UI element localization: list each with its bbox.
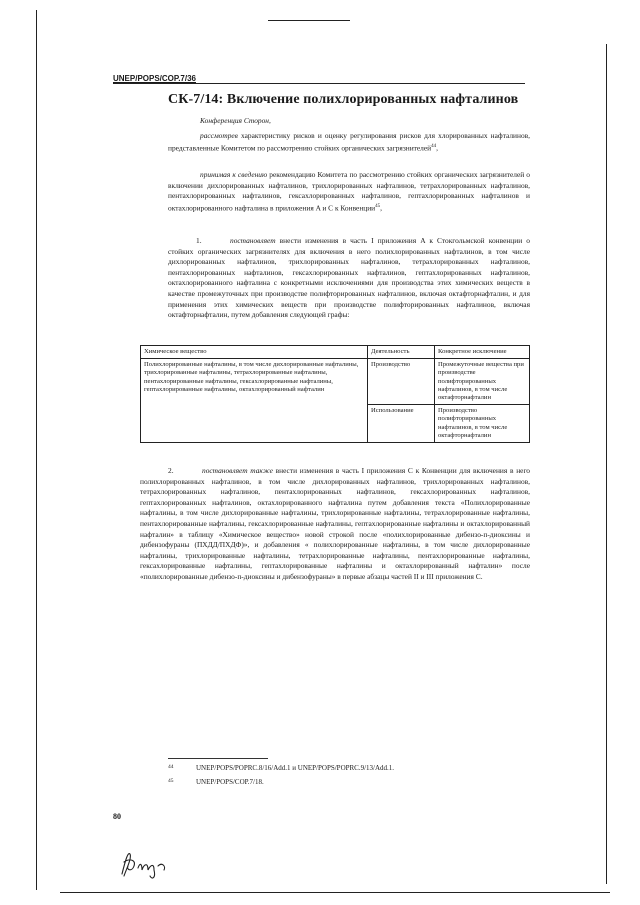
table-cell-chemical: Полихлорированные нафталины, в том числе дихлорированные нафталины, трихлорированные нафталины, тетрахлорированные нафталины, пентахлорированные нафталины, гексахлорированные нафталины, гептахлорированные нафталины, октахлорированный нафталин <box>141 359 368 443</box>
footnote-number: 45 <box>168 778 174 784</box>
p4-text: внести изменения в часть I приложения C к Конвенции для включения в него полихлорированных нафталинов, в том числе дихлорированных нафталинов, трихлорированных нафталинов, тетрахлорированных нафталинов, пентахлорированных нафталинов, гексахлорированных нафталинов, гептахлорированных нафталинов, октахлорированного нафталина путем добавления текста «Полихлорированные нафталины, в том числе дихлорированные нафталины, трихлорированные нафталины, тетрахлорированные нафталины, пентахлорированные нафталины, гексахлорированные нафталины, гептахлорированные нафталины и октахлорированный нафталин» в таблицу «Химическое вещество» новой строкой после «полихлорированные дибензо-п-диоксины и дибензофураны (ПХДД/ПХДФ)», и добавления « полихлорированные нафталины, в том числе дихлорированные нафталины, трихлорированные нафталины, тетрахлорированные нафталины, пентахлорированные нафталины, гексахлорированные нафталины, гептахлорированные нафталины и октахлорированный нафталин» после «полихлорированные дибензо-п-диоксины и дибензофураны» в первые абзацы частей II и III приложения C. <box>140 466 531 581</box>
operative-paragraph-2 <box>140 466 530 583</box>
conference-label: Конференция Сторон, <box>200 116 271 125</box>
p1-text: характеристику рисков и оценку регулирования рисков для хлорированных нафталинов, представленные Комитетом по рассмотрению стойких органических загрязнителей <box>168 131 530 153</box>
document-header-id: UNEP/POPS/COP.7/36 <box>113 74 196 83</box>
table-header-row <box>141 346 530 359</box>
page-number: 80 <box>113 812 121 821</box>
table-header-activity: Деятельность <box>368 346 435 359</box>
scan-edge-right <box>606 44 607 884</box>
footnote-text: UNEP/POPS/COP.7/18. <box>196 778 264 786</box>
preamble-paragraph-1: рассмотрев характеристику рисков и оценку регулирования рисков для хлорированных нафталинов, представленные Комитетом по рассмотрению стойких органических загрязнителей$^{44}$, <box>168 131 530 153</box>
scan-edge-top <box>268 20 350 21</box>
footnote-44 <box>168 764 394 772</box>
p4-lead: постановляет также <box>202 466 273 475</box>
preamble-conference <box>168 116 530 127</box>
handwritten-initials <box>118 848 178 880</box>
table-cell-activity: Производство <box>368 359 435 405</box>
scan-edge-left <box>36 10 37 890</box>
operative-paragraph-1 <box>168 236 530 321</box>
footnote-ref-45[interactable]: 45 <box>375 203 381 209</box>
table-cell-exemption: Промежуточные вещества при производстве полифторированных нафталинов, в том числе октафторнафталин <box>435 359 530 405</box>
header-rule <box>113 83 525 84</box>
p4-number: 2. <box>168 466 174 475</box>
p2-text: рекомендацию Комитета по рассмотрению стойких органических загрязнителей о включении дихлорированных нафталинов, трихлорированных нафталинов, тетрахлорированных нафталинов, пентахлорированных нафталинов, гексахлорированных нафталинов, гептахлорированных нафталинов и октахлорированного нафталина в приложения A и C к Конвенции <box>168 170 530 213</box>
p1-lead: рассмотрев <box>200 131 238 140</box>
p3-number: 1. <box>196 236 202 245</box>
footnote-45 <box>168 778 264 786</box>
preamble-paragraph-2: принимая к сведению рекомендацию Комитета по рассмотрению стойких органических загрязнителей о включении дихлорированных нафталинов, трихлорированных нафталинов, тетрахлорированных нафталинов, пентахлорированных нафталинов, гексахлорированных нафталинов, гептахлорированных нафталинов и октахлорированного нафталина в приложения A и C к Конвенции$^{45}$, <box>168 170 530 213</box>
table-row <box>141 359 530 405</box>
p3-text: внести изменения в часть I приложения A к Стокгольмской конвенции о стойких органических загрязнителях для включения в него полихлорированных нафталинов, в том числе дихлорированных нафталинов, трихлорированных нафталинов, тетрахлорированных нафталинов, пентахлорированных нафталинов, гексахлорированных нафталинов, гептахлорированных нафталинов, октахлорированного нафталина с конкретными исключениями для производства этих химических веществ в качестве промежуточных при производстве полифторированных нафталинов, включая октафторнафталин, и для применения этих химических веществ при производстве полифторированных нафталинов, включая октафторнафталин, путем добавления следующей графы: <box>168 236 530 320</box>
p3-lead: постановляет <box>230 236 276 245</box>
table-cell-exemption: Производство полифторированных нафталинов, в том числе октафторнафталин <box>435 405 530 443</box>
footnote-rule <box>168 758 268 759</box>
table-cell-activity: Использование <box>368 405 435 443</box>
scan-edge-bottom <box>60 892 610 893</box>
footnote-number: 44 <box>168 764 174 770</box>
footnote-text: UNEP/POPS/POPRC.8/16/Add.1 и UNEP/POPS/POPRC.9/13/Add.1. <box>196 764 395 772</box>
footnote-ref-44[interactable]: 44 <box>431 143 437 149</box>
table-header-chemical: Химическое вещество <box>141 346 368 359</box>
p2-lead: принимая к сведению <box>200 170 268 179</box>
decision-title: СК-7/14: Включение полихлорированных нафталинов <box>168 92 519 107</box>
chemical-table <box>140 345 530 443</box>
table-header-exemption: Конкретное исключение <box>435 346 530 359</box>
